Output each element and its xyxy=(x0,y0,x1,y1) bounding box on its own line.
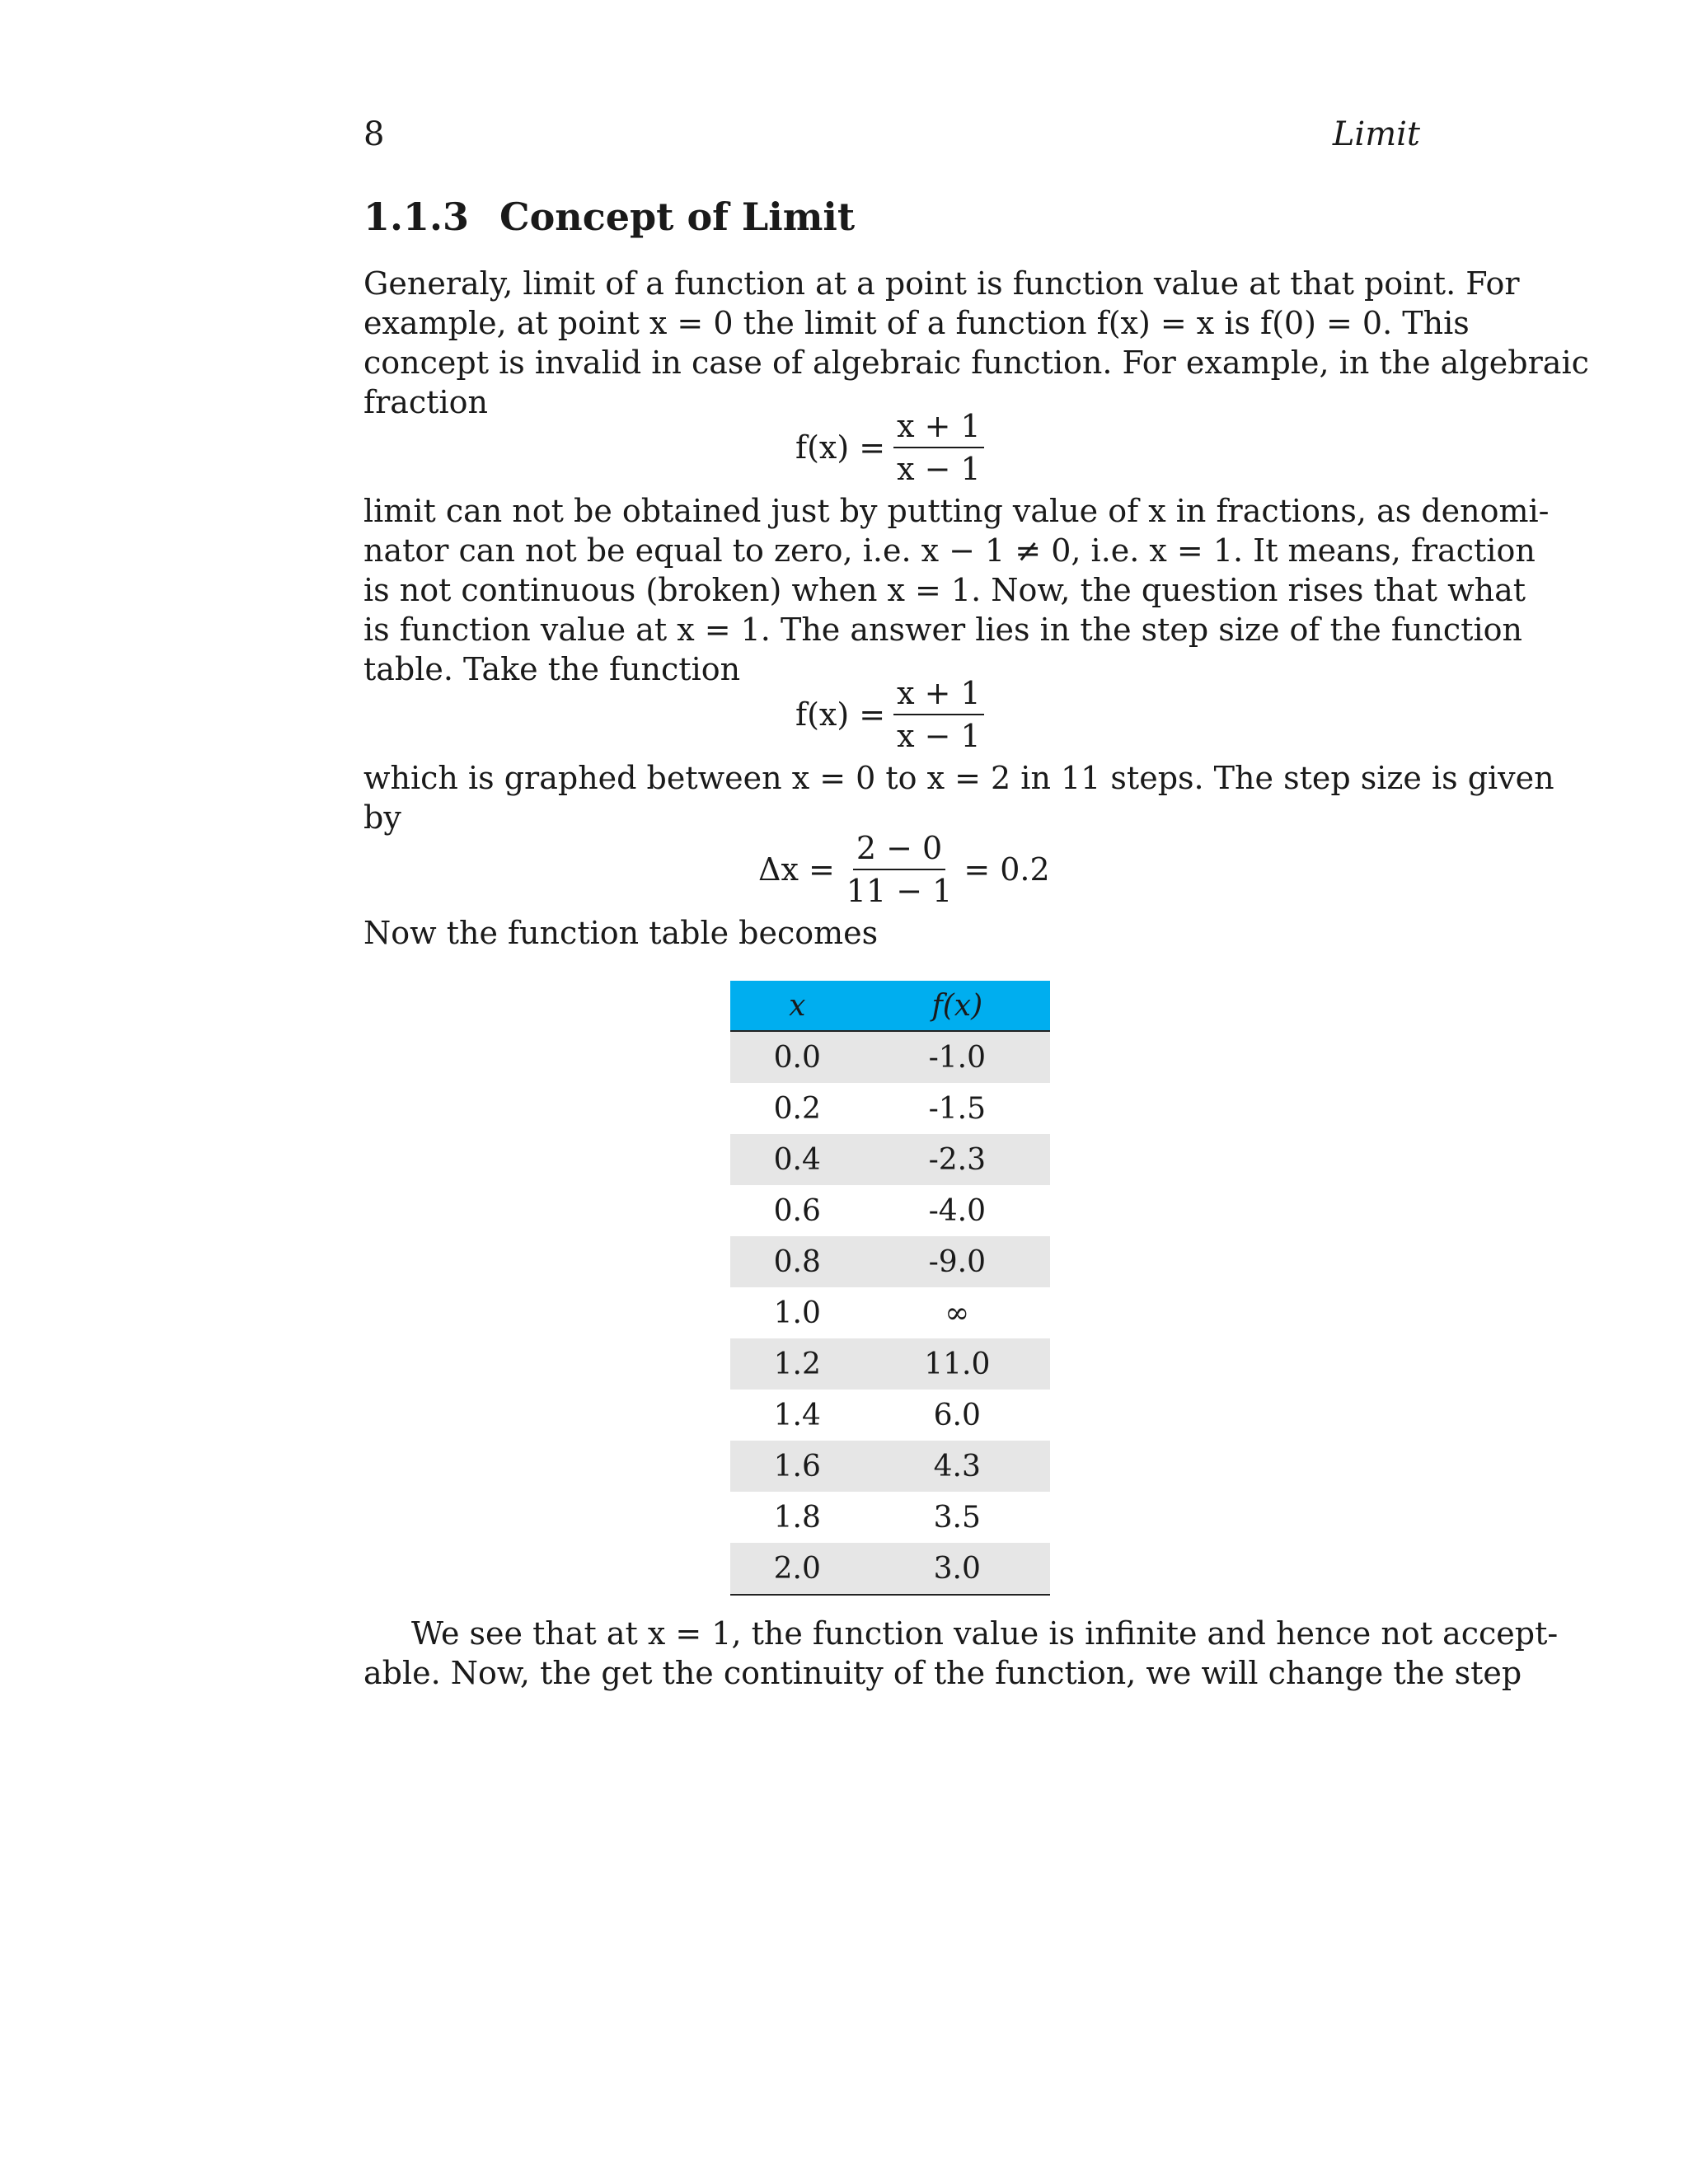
section-title: Concept of Limit xyxy=(499,194,856,239)
table-row xyxy=(730,1083,1050,1134)
cell-x: 1.4 xyxy=(773,1398,821,1432)
cell-fx: -2.3 xyxy=(865,1134,1050,1185)
text-line: We see that at x = 1, the function value is infinite and hence not accept- xyxy=(411,1615,1559,1652)
text-line: fraction xyxy=(363,384,488,420)
paragraph-step-intro xyxy=(363,758,1554,837)
table-row xyxy=(730,1185,1050,1236)
cell-fx: 3.5 xyxy=(933,1500,981,1535)
fraction xyxy=(893,407,984,488)
equation-lhs: f(x) = xyxy=(795,429,886,466)
table-row xyxy=(730,1492,1050,1543)
equation-fraction-1 xyxy=(795,407,992,488)
text-line: table. Take the function xyxy=(363,651,741,687)
fraction-denominator: x − 1 xyxy=(897,451,981,487)
table-row xyxy=(730,1031,1050,1083)
text-line: example, at point x = 0 the limit of a function f(x) = x is f(0) = 0. This xyxy=(363,305,1470,341)
fraction-denominator: x − 1 xyxy=(897,718,981,754)
table-row xyxy=(730,1338,1050,1390)
section-number: 1.1.3 xyxy=(363,194,470,239)
text-line: limit can not be obtained just by putting value of x in fractions, as denomi- xyxy=(363,493,1550,529)
cell-x: 1.0 xyxy=(773,1296,821,1330)
fraction-numerator: x + 1 xyxy=(893,674,984,715)
text-line: which is graphed between x = 0 to x = 2 in 11 steps. The step size is given xyxy=(363,760,1554,796)
table-row xyxy=(730,1543,1050,1595)
table-row xyxy=(730,1287,1050,1338)
paragraph-conclusion xyxy=(363,1614,1559,1693)
equation-lhs: f(x) = xyxy=(795,696,886,733)
cell-fx: ∞ xyxy=(945,1296,970,1330)
table-header-row xyxy=(730,981,1050,1031)
cell-fx: 3.0 xyxy=(865,1543,1050,1595)
column-header-fx: f(x) xyxy=(865,981,1050,1031)
paragraph-intro xyxy=(363,264,1589,422)
text-line: concept is invalid in case of algebraic function. For example, in the algebraic xyxy=(363,344,1589,381)
cell-x: 0.6 xyxy=(773,1193,821,1228)
cell-x: 0.0 xyxy=(730,1031,865,1083)
equation-lhs: Δx = xyxy=(758,851,835,888)
text-line: is not continuous (broken) when x = 1. Now, the question rises that what xyxy=(363,572,1526,608)
cell-fx: -4.0 xyxy=(928,1193,986,1228)
cell-fx: -1.0 xyxy=(865,1031,1050,1083)
text-line: is function value at x = 1. The answer lies in the step size of the function xyxy=(363,612,1522,648)
fraction xyxy=(843,829,956,910)
column-header-x: x xyxy=(730,981,865,1031)
cell-x: 1.8 xyxy=(773,1500,821,1535)
text-line: nator can not be equal to zero, i.e. x − 1 ≠ 0, i.e. x = 1. It means, fraction xyxy=(363,532,1536,569)
cell-fx: -1.5 xyxy=(928,1091,986,1126)
function-table xyxy=(730,981,1050,1596)
text-line: able. Now, the get the continuity of the function, we will change the step xyxy=(363,1655,1522,1691)
cell-fx: 6.0 xyxy=(933,1398,981,1432)
cell-x: 0.4 xyxy=(730,1134,865,1185)
cell-fx: 11.0 xyxy=(865,1338,1050,1390)
section-heading xyxy=(363,194,855,239)
cell-x: 1.6 xyxy=(730,1441,865,1492)
table-row xyxy=(730,1390,1050,1441)
text-line: by xyxy=(363,799,401,836)
table-row xyxy=(730,1441,1050,1492)
table-row xyxy=(730,1236,1050,1287)
equation-fraction-2 xyxy=(795,674,992,755)
fraction-numerator: 2 − 0 xyxy=(853,829,945,870)
text-line: Generaly, limit of a function at a point is function value at that point. For xyxy=(363,265,1520,302)
cell-x: 0.2 xyxy=(773,1091,821,1126)
running-title: Limit xyxy=(1332,115,1420,153)
cell-fx: 4.3 xyxy=(865,1441,1050,1492)
equation-step-size xyxy=(758,829,1050,910)
fraction-numerator: x + 1 xyxy=(893,407,984,448)
cell-x: 0.8 xyxy=(730,1236,865,1287)
cell-x: 1.2 xyxy=(730,1338,865,1390)
fraction xyxy=(893,674,984,755)
equation-rhs: = 0.2 xyxy=(964,851,1050,888)
table-row xyxy=(730,1134,1050,1185)
text-line: Now the function table becomes xyxy=(363,915,879,951)
page-number: 8 xyxy=(363,115,385,153)
cell-x: 2.0 xyxy=(730,1543,865,1595)
paragraph-discontinuity xyxy=(363,491,1550,689)
cell-fx: -9.0 xyxy=(865,1236,1050,1287)
paragraph-table-intro xyxy=(363,913,1420,953)
fraction-denominator: 11 − 1 xyxy=(846,873,953,909)
